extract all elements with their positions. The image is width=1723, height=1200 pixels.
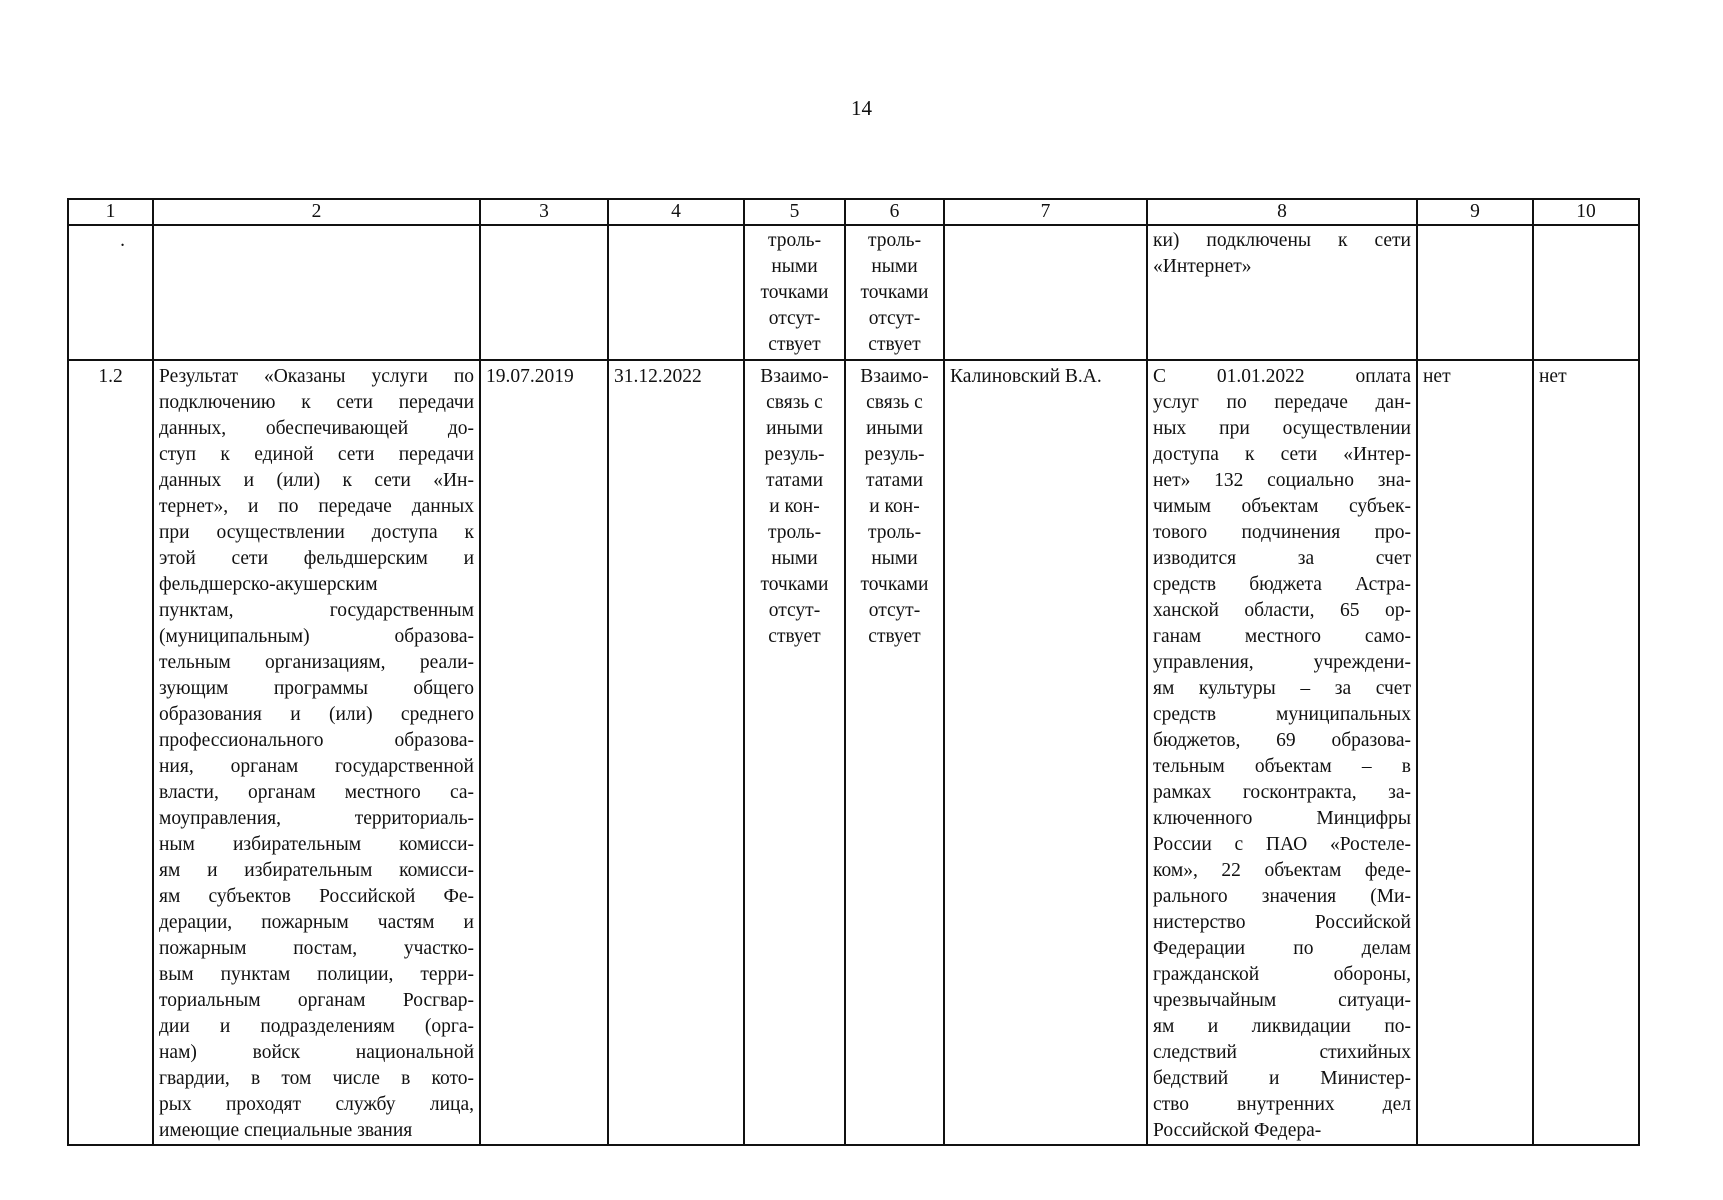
column-number-row — [68, 199, 1639, 225]
text-line: ными — [771, 548, 818, 569]
text-line: подключению к сети передачи — [159, 392, 474, 413]
text-line: рых проходят службу лица, — [159, 1094, 474, 1115]
text-line: ганам местного само- — [1153, 626, 1411, 647]
text-line: нам) войск национальной — [159, 1042, 474, 1063]
text-line: образования и (или) среднего — [159, 704, 474, 725]
end-date: 31.12.2022 — [608, 360, 744, 1145]
relation-note-c5 — [744, 360, 845, 1145]
row-number: 1.2 — [68, 360, 153, 1145]
column-number: 6 — [845, 199, 944, 225]
text-line: Российской Федера- — [1153, 1120, 1322, 1141]
text-line: вым пунктам полиции, терри- — [159, 964, 474, 985]
text-line: точками — [860, 574, 929, 595]
responsible-person: Калиновский В.А. — [944, 360, 1147, 1145]
text-line: нет» 132 социально зна- — [1153, 470, 1411, 491]
text-line: точками — [760, 282, 829, 303]
text-line: средств бюджета Астра- — [1153, 574, 1411, 595]
text-line: точками — [860, 282, 929, 303]
cell-c7 — [944, 225, 1147, 360]
text-line: троль- — [867, 230, 922, 251]
column-number: 4 — [608, 199, 744, 225]
cell-c8 — [1147, 225, 1417, 360]
text-line: ство внутренних дел — [1153, 1094, 1411, 1115]
text-line: ториальным органам Росгвар- — [159, 990, 474, 1011]
text-line: татами — [865, 470, 924, 491]
text-line: ключенного Минцифры — [1153, 808, 1411, 829]
text-line: Результат «Оказаны услуги по — [159, 366, 474, 387]
text-line: чрезвычайным ситуаци- — [1153, 990, 1411, 1011]
cell-c10 — [1533, 225, 1639, 360]
start-date: 19.07.2019 — [480, 360, 608, 1145]
text-line: Взаимо- — [760, 366, 829, 387]
text-line: зующим программы общего — [159, 678, 474, 699]
column-number: 7 — [944, 199, 1147, 225]
text-line: ям и избирательным комисси- — [159, 860, 474, 881]
text-line: тернет», и по передаче данных — [159, 496, 474, 517]
text-line: средств муниципальных — [1153, 704, 1411, 725]
text-line: чимым объектам субъек- — [1153, 496, 1411, 517]
text-line: гвардии, в том числе в кото- — [159, 1068, 474, 1089]
text-line: следствий стихийных — [1153, 1042, 1411, 1063]
text-line: дии и подразделениям (орга- — [159, 1016, 474, 1037]
text-line: нистерство Российской — [1153, 912, 1411, 933]
text-line: иными — [766, 418, 823, 439]
text-line: изводится за счет — [1153, 548, 1411, 569]
text-line: ствует — [768, 626, 821, 647]
text-line: услуг по передаче дан- — [1153, 392, 1411, 413]
cell-c9 — [1417, 225, 1533, 360]
text-line: связь с — [866, 392, 923, 413]
text-line: «Интернет» — [1153, 256, 1252, 277]
text-line: дерации, пожарным частям и — [159, 912, 474, 933]
text-line: связь с — [766, 392, 823, 413]
text-line: рамках госконтракта, за- — [1153, 782, 1411, 803]
text-line: имеющие специальные звания — [159, 1120, 413, 1141]
text-line: резуль- — [764, 444, 825, 465]
text-line: троль- — [867, 522, 922, 543]
text-line: гражданской обороны, — [1153, 964, 1411, 985]
text-line: ступ к единой сети передачи — [159, 444, 474, 465]
text-line: власти, органам местного са- — [159, 782, 474, 803]
text-line: профессионального образова- — [159, 730, 474, 751]
cell-c2 — [153, 225, 480, 360]
text-line: фельдшерско-акушерским — [159, 574, 378, 595]
column-number: 8 — [1147, 199, 1417, 225]
column-number: 1 — [68, 199, 153, 225]
text-line: ными — [871, 548, 918, 569]
cell-c9-value: нет — [1417, 360, 1533, 1145]
text-line: данных, обеспечивающей до- — [159, 418, 474, 439]
text-line: и кон- — [769, 496, 820, 517]
text-line: бюджетов, 69 образова- — [1153, 730, 1411, 751]
text-line: точками — [760, 574, 829, 595]
cell-c1 — [68, 225, 153, 360]
text-line: ствует — [868, 626, 921, 647]
text-line: моуправления, территориаль- — [159, 808, 474, 829]
page-number: 14 — [851, 96, 872, 120]
text-line: этой сети фельдшерским и — [159, 548, 474, 569]
text-line: данных и (или) к сети «Ин- — [159, 470, 474, 491]
text-line: управления, учреждени- — [1153, 652, 1411, 673]
text-line: пунктам, государственным — [159, 600, 474, 621]
text-line: ния, органам государственной — [159, 756, 474, 777]
text-line: троль- — [767, 230, 822, 251]
column-number: 2 — [153, 199, 480, 225]
text-line: иными — [866, 418, 923, 439]
column-number: 5 — [744, 199, 845, 225]
text-line: доступа к сети «Интер- — [1153, 444, 1411, 465]
column-number: 9 — [1417, 199, 1533, 225]
text-line: ными — [771, 256, 818, 277]
text-line: отсут- — [768, 308, 821, 329]
text-line: ствует — [868, 334, 921, 355]
text-line: России с ПАО «Ростеле- — [1153, 834, 1411, 855]
text-line: ям субъектов Российской Фе- — [159, 886, 474, 907]
cell-c10-value: нет — [1533, 360, 1639, 1145]
text-line: при осуществлении доступа к — [159, 522, 474, 543]
text-line: С 01.01.2022 оплата — [1153, 366, 1411, 387]
text-line: ханской области, 65 ор- — [1153, 600, 1411, 621]
text-line: тельным организациям, реали- — [159, 652, 474, 673]
text-line: (муниципальным) образова- — [159, 626, 474, 647]
text-line: ных при осуществлении — [1153, 418, 1411, 439]
cell-c3 — [480, 225, 608, 360]
column-number: 10 — [1533, 199, 1639, 225]
text-line: рального значения (Ми- — [1153, 886, 1411, 907]
text-line: резуль- — [864, 444, 925, 465]
cell-c6 — [845, 225, 944, 360]
result-details — [1147, 360, 1417, 1145]
text-line: отсут- — [868, 600, 921, 621]
text-line: троль- — [767, 522, 822, 543]
column-number: 3 — [480, 199, 608, 225]
text-line: ным избирательным комисси- — [159, 834, 474, 855]
text-line: отсут- — [868, 308, 921, 329]
text-line: татами — [765, 470, 824, 491]
text-line: пожарным постам, участко- — [159, 938, 474, 959]
text-line: бедствий и Министер- — [1153, 1068, 1411, 1089]
cell-c5 — [744, 225, 845, 360]
table-row-continuation — [68, 225, 1639, 360]
text-line: тового подчинения про- — [1153, 522, 1411, 543]
results-table — [67, 198, 1640, 1146]
text-line: ствует — [768, 334, 821, 355]
text-line: и кон- — [869, 496, 920, 517]
stray-mark: . — [120, 230, 125, 251]
result-description — [153, 360, 480, 1145]
relation-note-c6 — [845, 360, 944, 1145]
text-line: ям и ликвидации по- — [1153, 1016, 1411, 1037]
text-line: ными — [871, 256, 918, 277]
table-row-1-2 — [68, 360, 1639, 1145]
text-line: Федерации по делам — [1153, 938, 1411, 959]
cell-c4 — [608, 225, 744, 360]
text-line: Взаимо- — [860, 366, 929, 387]
text-line: ком», 22 объектам феде- — [1153, 860, 1411, 881]
text-line: тельным объектам – в — [1153, 756, 1411, 777]
text-line: ям культуры – за счет — [1153, 678, 1411, 699]
text-line: ки) подключены к сети — [1153, 230, 1411, 251]
text-line: отсут- — [768, 600, 821, 621]
